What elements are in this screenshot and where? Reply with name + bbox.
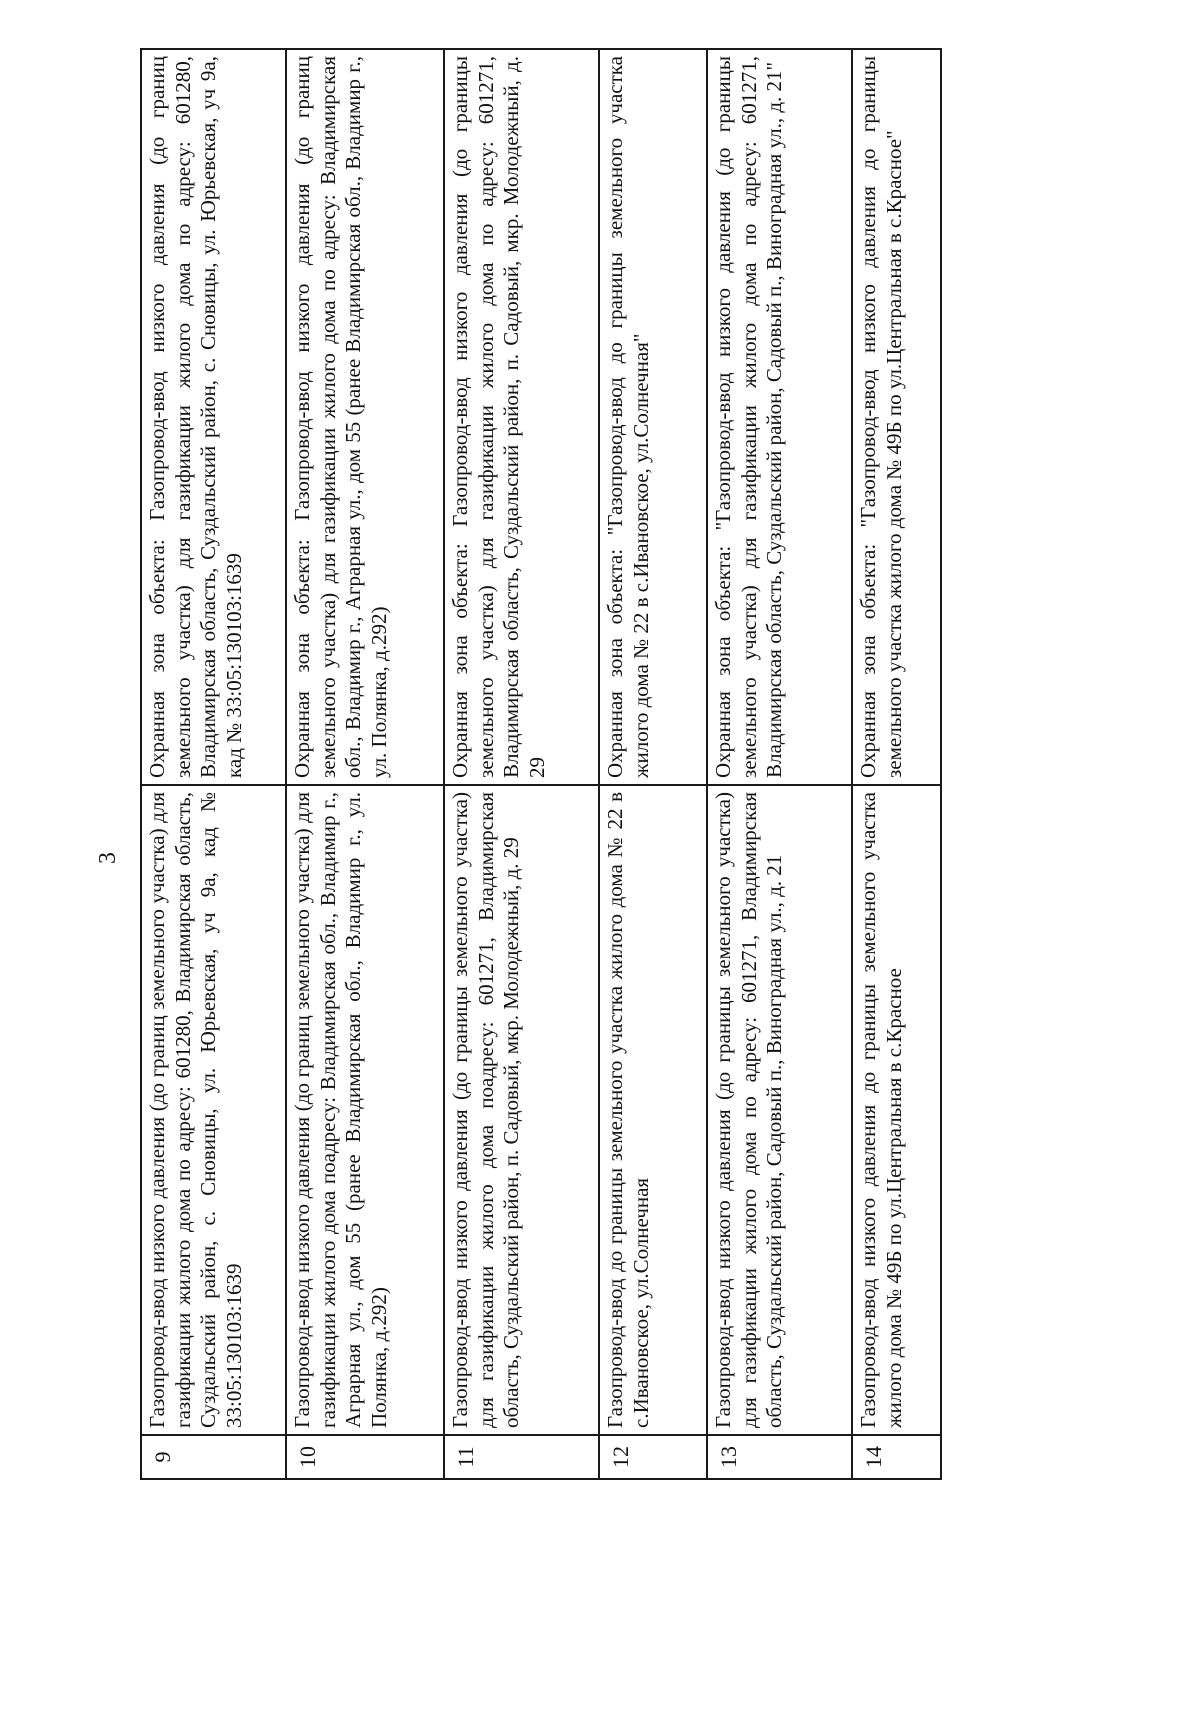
page-number: 3: [95, 852, 121, 864]
table-row: [707, 49, 852, 1479]
table-row: [599, 49, 707, 1479]
object-name-cell: Газопровод-ввод низкого давления (до границы земельного участка) для газификации жилого дома поадресу: 601271, Владимирская область, Суздальский район, п. Садовый, мкр. Молодежный, д. 29: [444, 785, 599, 1435]
table-row: [444, 49, 599, 1479]
protection-zone-cell: Охранная зона объекта: Газопровод-ввод низкого давления (до границ земельного участка) для газификации жилого дома по адресу: 601280, Владимирская область, Суздальский район, с. Сновицы, ул. Юрьевская, уч 9а, кад № 33:05:130103:1639: [141, 49, 286, 785]
table-row: [286, 49, 444, 1479]
protection-zone-cell: Охранная зона объекта: "Газопровод-ввод до границы земельного участка жилого дома № 22 в с.Ивановское, ул.Солнечная": [599, 49, 707, 785]
protection-zone-cell: Охранная зона объекта: Газопровод-ввод низкого давления (до границ земельного участка) для газификации жилого дома по адресу: Владимирская обл., Владимир г., Аграрная ул., дом 55 (ранее Владимирская обл., Владимир г., ул. Полянка, д.292): [286, 49, 444, 785]
object-name-cell: Газопровод-ввод низкого давления (до границы земельного участка) для газификации жилого дома по адресу: 601271, Владимирская область, Суздальский район, Садовый п., Виноградная ул., д. 21: [707, 785, 852, 1435]
object-name-cell: Газопровод-ввод до границы земельного участка жилого дома № 22 в с.Ивановское, ул.Солнечная: [599, 785, 707, 1435]
protection-zone-cell: Охранная зона объекта: "Газопровод-ввод низкого давления до границы земельного участка жилого дома № 49Б по ул.Центральная в с.Красное": [852, 49, 941, 785]
row-number-cell: 14: [852, 1435, 941, 1479]
row-number-cell: 12: [599, 1435, 707, 1479]
object-name-cell: Газопровод-ввод низкого давления (до границ земельного участка) для газификации жилого дома поадресу: Владимирская обл., Владимир г., Аграрная ул., дом 55 (ранее Владимирская обл., Владимир г., ул. Полянка, д.292): [286, 785, 444, 1435]
row-number-cell: 11: [444, 1435, 599, 1479]
table-row: [852, 49, 941, 1479]
protection-zone-cell: Охранная зона объекта: "Газопровод-ввод низкого давления (до границы земельного участка) для газификации жилого дома по адресу: 601271, Владимирская область, Суздальский район, Садовый п., Виноградная ул., д. 21": [707, 49, 852, 785]
row-number-cell: 10: [286, 1435, 444, 1479]
object-name-cell: Газопровод-ввод низкого давления (до границ земельного участка) для газификации жилого дома по адресу: 601280, Владимирская область, Суздальский район, с. Сновицы, ул. Юрьевская, уч 9а, кад № 33:05:130103:1639: [141, 785, 286, 1435]
object-name-cell: Газопровод-ввод низкого давления до границы земельного участка жилого дома № 49Б по ул.Центральная в с.Красное: [852, 785, 941, 1435]
row-number-cell: 9: [141, 1435, 286, 1479]
row-number-cell: 13: [707, 1435, 852, 1479]
table-row: [141, 49, 286, 1479]
protection-zone-cell: Охранная зона объекта: Газопровод-ввод низкого давления (до границы земельного участка) для газификации жилого дома по адресу: 601271, Владимирская область, Суздальский район, п. Садовый, мкр. Молодежный, д. 29: [444, 49, 599, 785]
registry-table: [140, 48, 942, 1480]
table-rotated-wrapper: [140, 50, 940, 1480]
